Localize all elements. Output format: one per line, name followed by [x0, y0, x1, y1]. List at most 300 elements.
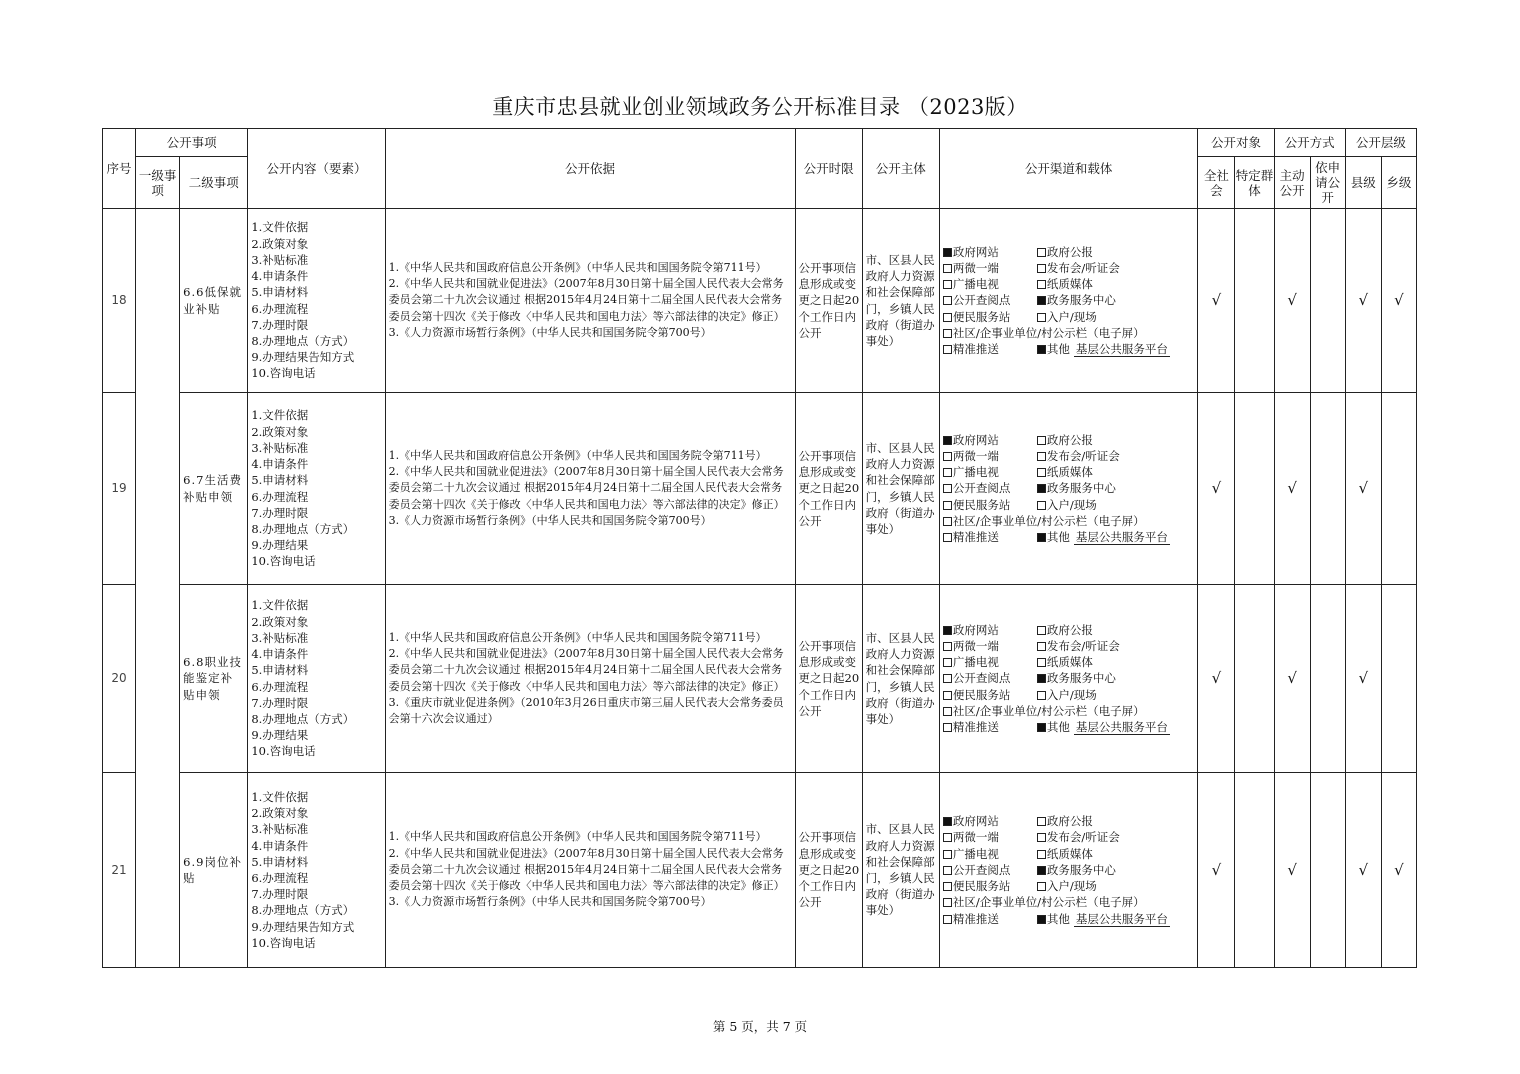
content-item: 4.申请条件	[251, 838, 309, 853]
channel-line	[943, 911, 1198, 927]
content-item: 9.办理结果告知方式	[251, 350, 355, 365]
channel-line	[943, 529, 1198, 545]
channel-label: 公开查阅点	[952, 481, 1011, 496]
basis-item: 3.《人力资源市场暂行条例》（中华人民共和国国务院令第700号）	[388, 513, 712, 527]
channel-other-text: 基层公共服务平台	[1075, 911, 1168, 926]
check-mark-icon: √	[1358, 669, 1369, 688]
channel-option	[1037, 655, 1093, 669]
check-mode-apply	[1310, 773, 1345, 968]
channel-line	[943, 703, 1198, 719]
channel-option	[943, 448, 1037, 464]
channel-option	[943, 244, 1037, 260]
table-body	[103, 209, 1417, 968]
check-mode-apply	[1310, 585, 1345, 773]
channel-line	[943, 464, 1198, 480]
row-seq: 20	[103, 585, 136, 773]
check-target-all	[1198, 393, 1235, 585]
check-target-specific	[1235, 585, 1274, 773]
channel-line	[943, 448, 1198, 464]
channel-line	[943, 513, 1198, 529]
content-item: 6.办理流程	[251, 871, 309, 885]
check-mark-icon: √	[1358, 479, 1369, 498]
table-row	[103, 393, 1417, 585]
channel-list	[939, 585, 1198, 773]
channel-option	[1037, 481, 1116, 495]
channel-other-text: 基层公共服务平台	[1075, 530, 1168, 544]
channel-option	[943, 326, 1145, 340]
content-item: 2.政策对象	[251, 614, 309, 629]
channel-line	[943, 894, 1198, 910]
check-mode-apply	[1310, 393, 1345, 585]
channel-option	[1037, 830, 1120, 844]
channel-label: 政府公报	[1046, 814, 1093, 829]
channel-option	[1037, 847, 1093, 861]
content-item: 5.申请材料	[251, 854, 309, 869]
content-item: 5.申请材料	[251, 473, 309, 488]
table-row	[103, 585, 1417, 773]
channel-label: 政府网站	[952, 432, 999, 447]
table-row	[103, 209, 1417, 393]
check-level-county	[1345, 773, 1381, 968]
unchecked-box-icon	[943, 345, 952, 354]
content-item: 7.办理时限	[251, 505, 309, 520]
channel-label: 社区/企事业单位/村公示栏（电子屏）	[952, 703, 1145, 718]
basis-item: 1.《中华人民共和国政府信息公开条例》（中华人民共和国国务院令第711号）	[388, 448, 767, 462]
channel-option	[1037, 293, 1116, 307]
level1-cell	[136, 209, 180, 968]
unchecked-box-icon	[943, 915, 952, 924]
channel-option	[943, 719, 1037, 735]
unchecked-box-icon	[1037, 452, 1046, 461]
header-content: 公开内容（要素）	[248, 129, 385, 209]
channel-label: 两微一端	[952, 638, 999, 653]
channel-line	[943, 670, 1198, 686]
checked-box-icon	[1037, 866, 1046, 875]
channel-option	[1037, 433, 1093, 447]
check-target-specific	[1235, 773, 1274, 968]
channel-option	[943, 292, 1037, 308]
channel-other-text: 基层公共服务平台	[1075, 342, 1168, 356]
channel-line	[943, 276, 1198, 292]
unchecked-box-icon	[943, 850, 952, 859]
channel-label: 发布会/听证会	[1046, 638, 1120, 653]
check-target-specific	[1235, 209, 1274, 393]
check-mark-icon: √	[1211, 669, 1222, 688]
unchecked-box-icon	[943, 280, 952, 289]
checked-box-icon	[1037, 533, 1046, 542]
content-item: 8.办理地点（方式）	[251, 711, 355, 726]
check-mark-icon: √	[1211, 291, 1222, 310]
channel-label: 纸质媒体	[1046, 655, 1093, 670]
unchecked-box-icon	[943, 658, 952, 667]
channel-line	[943, 292, 1198, 308]
unchecked-box-icon	[1037, 691, 1046, 700]
header-item-group: 公开事项	[136, 129, 248, 157]
basis-list	[385, 585, 795, 773]
content-item: 2.政策对象	[251, 424, 309, 439]
content-item: 1.文件依据	[251, 408, 309, 423]
basis-list	[385, 209, 795, 393]
unchecked-box-icon	[943, 882, 952, 891]
check-mark-icon: √	[1211, 479, 1222, 498]
channel-option	[1037, 465, 1093, 479]
header-basis: 公开依据	[385, 129, 795, 209]
content-item: 3.补贴标准	[251, 630, 309, 645]
channel-option	[1037, 449, 1120, 463]
period-text: 公开事项信息形成或变更之日起20个工作日内公开	[795, 585, 862, 773]
checked-box-icon	[1037, 345, 1046, 354]
unchecked-box-icon	[943, 707, 952, 716]
content-item: 1.文件依据	[251, 789, 309, 804]
content-item: 7.办理时限	[251, 695, 309, 710]
unchecked-box-icon	[943, 898, 952, 907]
channel-label: 精准推送	[952, 911, 999, 926]
check-target-all	[1198, 585, 1235, 773]
channel-option	[943, 260, 1037, 276]
content-item: 3.补贴标准	[251, 252, 309, 267]
channel-label: 公开查阅点	[952, 862, 1011, 877]
basis-item: 3.《重庆市就业促进条例》（2010年3月26日重庆市第三届人民代表大会常务委员会第十六次会议通过）	[388, 695, 784, 725]
item-name: 6.6低保就业补贴	[180, 209, 248, 393]
channel-label: 广播电视	[952, 655, 999, 670]
unchecked-box-icon	[1037, 658, 1046, 667]
channel-line	[943, 260, 1198, 276]
check-mark-icon: √	[1211, 860, 1222, 879]
channel-label: 两微一端	[952, 830, 999, 845]
channel-label: 入户/现场	[1046, 309, 1097, 324]
channel-label: 发布会/听证会	[1046, 830, 1120, 845]
channel-label: 两微一端	[952, 448, 999, 463]
channel-line	[943, 878, 1198, 894]
unchecked-box-icon	[1037, 833, 1046, 842]
channel-option	[943, 895, 1145, 909]
channel-option	[1037, 310, 1097, 324]
unchecked-box-icon	[1037, 642, 1046, 651]
check-level-town	[1381, 393, 1416, 585]
unchecked-box-icon	[1037, 468, 1046, 477]
unchecked-box-icon	[943, 642, 952, 651]
channel-option	[943, 687, 1037, 703]
channel-label: 其他	[1046, 530, 1070, 544]
channel-option	[1037, 671, 1116, 685]
channel-other-text: 基层公共服务平台	[1075, 720, 1168, 734]
header-period: 公开时限	[795, 129, 862, 209]
channel-option	[1037, 912, 1170, 926]
item-name: 6.9岗位补贴	[180, 773, 248, 968]
content-item: 10.咨询电话	[251, 744, 316, 759]
channel-list	[939, 773, 1198, 968]
check-mark-icon: √	[1358, 860, 1369, 879]
basis-item: 1.《中华人民共和国政府信息公开条例》（中华人民共和国国务院令第711号）	[388, 830, 767, 844]
period-text: 公开事项信息形成或变更之日起20个工作日内公开	[795, 393, 862, 585]
unchecked-box-icon	[943, 533, 952, 542]
channel-label: 其他	[1046, 911, 1070, 926]
check-level-town	[1381, 585, 1416, 773]
channel-label: 政府公报	[1046, 244, 1093, 259]
header-target-all: 全社会	[1198, 157, 1235, 209]
channel-list	[939, 393, 1198, 585]
check-mode-apply	[1310, 209, 1345, 393]
header-subject: 公开主体	[862, 129, 939, 209]
subject-text: 市、区县人民政府人力资源和社会保障部门，乡镇人民政府（街道办事处）	[862, 773, 939, 968]
channel-option	[1037, 530, 1170, 544]
content-item: 10.咨询电话	[251, 366, 316, 381]
check-mark-icon: √	[1358, 291, 1369, 310]
channel-option	[943, 432, 1037, 448]
check-target-all	[1198, 209, 1235, 393]
check-mark-icon: √	[1287, 479, 1297, 498]
unchecked-box-icon	[943, 517, 952, 526]
channel-line	[943, 432, 1198, 448]
unchecked-box-icon	[1037, 882, 1046, 891]
subject-text: 市、区县人民政府人力资源和社会保障部门，乡镇人民政府（街道办事处）	[862, 393, 939, 585]
content-item: 1.文件依据	[251, 220, 309, 235]
channel-option	[943, 846, 1037, 862]
checked-box-icon	[943, 248, 952, 257]
content-item: 4.申请条件	[251, 269, 309, 284]
content-list	[248, 393, 385, 585]
check-mark-icon: √	[1287, 669, 1297, 688]
content-item: 6.办理流程	[251, 301, 309, 316]
channel-option	[1037, 639, 1120, 653]
unchecked-box-icon	[943, 313, 952, 322]
channel-option	[1037, 498, 1097, 512]
check-mode-active	[1274, 393, 1310, 585]
check-mark-icon: √	[1394, 860, 1404, 879]
content-item: 2.政策对象	[251, 806, 309, 821]
unchecked-box-icon	[943, 452, 952, 461]
channel-option	[943, 464, 1037, 480]
channel-label: 发布会/听证会	[1046, 260, 1120, 275]
unchecked-box-icon	[943, 723, 952, 732]
content-list	[248, 773, 385, 968]
channel-option	[1037, 879, 1097, 893]
basis-item: 2.《中华人民共和国就业促进法》（2007年8月30日第十届全国人民代表大会常务委员会第二十九次会议通过 根据2015年4月24日第十二届全国人民代表大会常务委员会第十四次《关于修改〈中华人民共和国电力法〉等六部法律的决定》修正）	[388, 647, 785, 693]
header-mode-active: 主动公开	[1274, 157, 1310, 209]
channel-option	[943, 911, 1037, 927]
check-level-county	[1345, 585, 1381, 773]
channel-line	[943, 497, 1198, 513]
channel-line	[943, 719, 1198, 735]
channel-option	[1037, 863, 1116, 877]
basis-item: 1.《中华人民共和国政府信息公开条例》（中华人民共和国国务院令第711号）	[388, 630, 767, 644]
header-channel: 公开渠道和载体	[939, 129, 1198, 209]
header-mode-apply: 依申请公开	[1310, 157, 1345, 209]
channel-line	[943, 309, 1198, 325]
channel-line	[943, 341, 1198, 357]
page-title: 重庆市忠县就业创业领域政务公开标准目录 （2023版）	[492, 95, 1028, 119]
row-seq: 18	[103, 209, 136, 393]
row-seq: 21	[103, 773, 136, 968]
period-text: 公开事项信息形成或变更之日起20个工作日内公开	[795, 773, 862, 968]
row-seq: 19	[103, 393, 136, 585]
channel-line	[943, 687, 1198, 703]
unchecked-box-icon	[1037, 817, 1046, 826]
content-item: 4.申请条件	[251, 457, 309, 472]
content-item: 6.办理流程	[251, 489, 309, 504]
unchecked-box-icon	[1037, 248, 1046, 257]
unchecked-box-icon	[943, 501, 952, 510]
basis-item: 3.《人力资源市场暂行条例》（中华人民共和国国务院令第700号）	[388, 325, 712, 339]
content-item: 7.办理时限	[251, 887, 309, 902]
check-mode-active	[1274, 585, 1310, 773]
checked-box-icon	[1037, 674, 1046, 683]
check-level-county	[1345, 209, 1381, 393]
channel-label: 社区/企事业单位/村公示栏（电子屏）	[952, 513, 1145, 528]
subject-text: 市、区县人民政府人力资源和社会保障部门，乡镇人民政府（街道办事处）	[862, 209, 939, 393]
channel-line	[943, 846, 1198, 862]
channel-label: 广播电视	[952, 277, 999, 292]
channel-label: 精准推送	[952, 530, 999, 544]
channel-label: 便民服务站	[952, 497, 1011, 512]
channel-option	[943, 704, 1145, 718]
channel-line	[943, 244, 1198, 260]
channel-label: 公开查阅点	[952, 671, 1011, 686]
page-footer: 第 5 页，共 7 页	[712, 1019, 808, 1034]
channel-option	[1037, 245, 1093, 259]
content-item: 2.政策对象	[251, 236, 309, 251]
channel-option	[943, 276, 1037, 292]
check-mode-active	[1274, 209, 1310, 393]
channel-label: 两微一端	[952, 260, 999, 275]
channel-label: 发布会/听证会	[1046, 448, 1120, 463]
channel-option	[943, 654, 1037, 670]
channel-option	[1037, 342, 1170, 356]
channel-option	[943, 862, 1037, 878]
checked-box-icon	[943, 817, 952, 826]
unchecked-box-icon	[943, 691, 952, 700]
channel-label: 入户/现场	[1046, 687, 1097, 702]
channel-label: 社区/企事业单位/村公示栏（电子屏）	[952, 325, 1145, 340]
header-level-town: 乡级	[1381, 157, 1416, 209]
content-item: 4.申请条件	[251, 647, 309, 662]
channel-line	[943, 480, 1198, 496]
channel-option	[943, 813, 1037, 829]
channel-label: 其他	[1046, 720, 1070, 734]
channel-line	[943, 862, 1198, 878]
content-item: 8.办理地点（方式）	[251, 333, 355, 348]
check-mark-icon: √	[1287, 291, 1297, 310]
channel-list	[939, 209, 1198, 393]
checked-box-icon	[943, 626, 952, 635]
content-list	[248, 585, 385, 773]
channel-label: 公开查阅点	[952, 293, 1011, 308]
check-level-town	[1381, 209, 1416, 393]
unchecked-box-icon	[943, 264, 952, 273]
check-mode-active	[1274, 773, 1310, 968]
channel-label: 便民服务站	[952, 309, 1011, 324]
channel-label: 政务服务中心	[1046, 293, 1116, 308]
channel-label: 广播电视	[952, 846, 999, 861]
basis-item: 2.《中华人民共和国就业促进法》（2007年8月30日第十届全国人民代表大会常务委员会第二十九次会议通过 根据2015年4月24日第十二届全国人民代表大会常务委员会第十四次《关于修改〈中华人民共和国电力法〉等六部法律的决定》修正）	[388, 846, 785, 893]
checked-box-icon	[943, 436, 952, 445]
channel-line	[943, 638, 1198, 654]
unchecked-box-icon	[1037, 436, 1046, 445]
unchecked-box-icon	[943, 468, 952, 477]
header-level-county: 县级	[1345, 157, 1381, 209]
header-level2: 二级事项	[180, 157, 248, 209]
content-item: 5.申请材料	[251, 285, 309, 300]
channel-label: 社区/企事业单位/村公示栏（电子屏）	[952, 895, 1145, 910]
checked-box-icon	[1037, 484, 1046, 493]
channel-option	[943, 638, 1037, 654]
content-item: 9.办理结果告知方式	[251, 919, 355, 934]
content-item: 7.办理时限	[251, 317, 309, 332]
channel-label: 政府网站	[952, 244, 999, 259]
item-name: 6.7生活费补贴申领	[180, 393, 248, 585]
channel-option	[943, 497, 1037, 513]
unchecked-box-icon	[943, 833, 952, 842]
checked-box-icon	[1037, 296, 1046, 305]
basis-item: 2.《中华人民共和国就业促进法》（2007年8月30日第十届全国人民代表大会常务委员会第二十九次会议通过 根据2015年4月24日第十二届全国人民代表大会常务委员会第十四次《关于修改〈中华人民共和国电力法〉等六部法律的决定》修正）	[388, 277, 785, 323]
channel-option	[943, 878, 1037, 894]
header-level1: 一级事项	[136, 157, 180, 209]
channel-label: 政务服务中心	[1046, 862, 1116, 877]
basis-item: 1.《中华人民共和国政府信息公开条例》（中华人民共和国国务院令第711号）	[388, 260, 767, 274]
check-target-specific	[1235, 393, 1274, 585]
channel-label: 政府网站	[952, 622, 999, 637]
unchecked-box-icon	[943, 866, 952, 875]
channel-label: 政府公报	[1046, 622, 1093, 637]
period-text: 公开事项信息形成或变更之日起20个工作日内公开	[795, 209, 862, 393]
channel-label: 政府公报	[1046, 432, 1093, 447]
checked-box-icon	[1037, 723, 1046, 732]
channel-label: 广播电视	[952, 465, 999, 480]
unchecked-box-icon	[943, 674, 952, 683]
check-target-all	[1198, 773, 1235, 968]
content-item: 9.办理结果	[251, 538, 309, 553]
channel-label: 便民服务站	[952, 687, 1011, 702]
channel-option	[1037, 814, 1093, 828]
channel-label: 政务服务中心	[1046, 671, 1116, 686]
header-seq: 序号	[103, 129, 136, 209]
basis-list	[385, 773, 795, 968]
unchecked-box-icon	[1037, 313, 1046, 322]
checked-box-icon	[1037, 915, 1046, 924]
basis-item: 2.《中华人民共和国就业促进法》（2007年8月30日第十届全国人民代表大会常务委员会第二十九次会议通过 根据2015年4月24日第十二届全国人民代表大会常务委员会第十四次《关于修改〈中华人民共和国电力法〉等六部法律的决定》修正）	[388, 465, 785, 511]
channel-label: 便民服务站	[952, 879, 1011, 894]
channel-option	[1037, 261, 1120, 275]
header-target-group: 公开对象	[1198, 129, 1274, 157]
channel-option	[943, 514, 1145, 528]
channel-label: 纸质媒体	[1046, 277, 1093, 292]
subject-text: 市、区县人民政府人力资源和社会保障部门，乡镇人民政府（街道办事处）	[862, 585, 939, 773]
channel-label: 精准推送	[952, 720, 999, 734]
channel-option	[1037, 688, 1097, 702]
channel-label: 政务服务中心	[1046, 481, 1116, 496]
unchecked-box-icon	[1037, 501, 1046, 510]
channel-label: 其他	[1046, 342, 1070, 356]
table-row	[103, 773, 1417, 968]
check-level-town	[1381, 773, 1416, 968]
channel-line	[943, 829, 1198, 845]
content-item: 6.办理流程	[251, 679, 309, 694]
unchecked-box-icon	[1037, 850, 1046, 859]
channel-line	[943, 622, 1198, 638]
channel-option	[1037, 277, 1093, 291]
basis-item: 3.《人力资源市场暂行条例》（中华人民共和国国务院令第700号）	[388, 895, 712, 909]
content-item: 1.文件依据	[251, 598, 309, 613]
channel-option	[943, 529, 1037, 545]
channel-label: 入户/现场	[1046, 879, 1097, 894]
content-item: 8.办理地点（方式）	[251, 903, 355, 918]
content-list	[248, 209, 385, 393]
unchecked-box-icon	[1037, 626, 1046, 635]
check-level-county	[1345, 393, 1381, 585]
header-mode-group: 公开方式	[1274, 129, 1345, 157]
unchecked-box-icon	[1037, 264, 1046, 273]
unchecked-box-icon	[943, 329, 952, 338]
